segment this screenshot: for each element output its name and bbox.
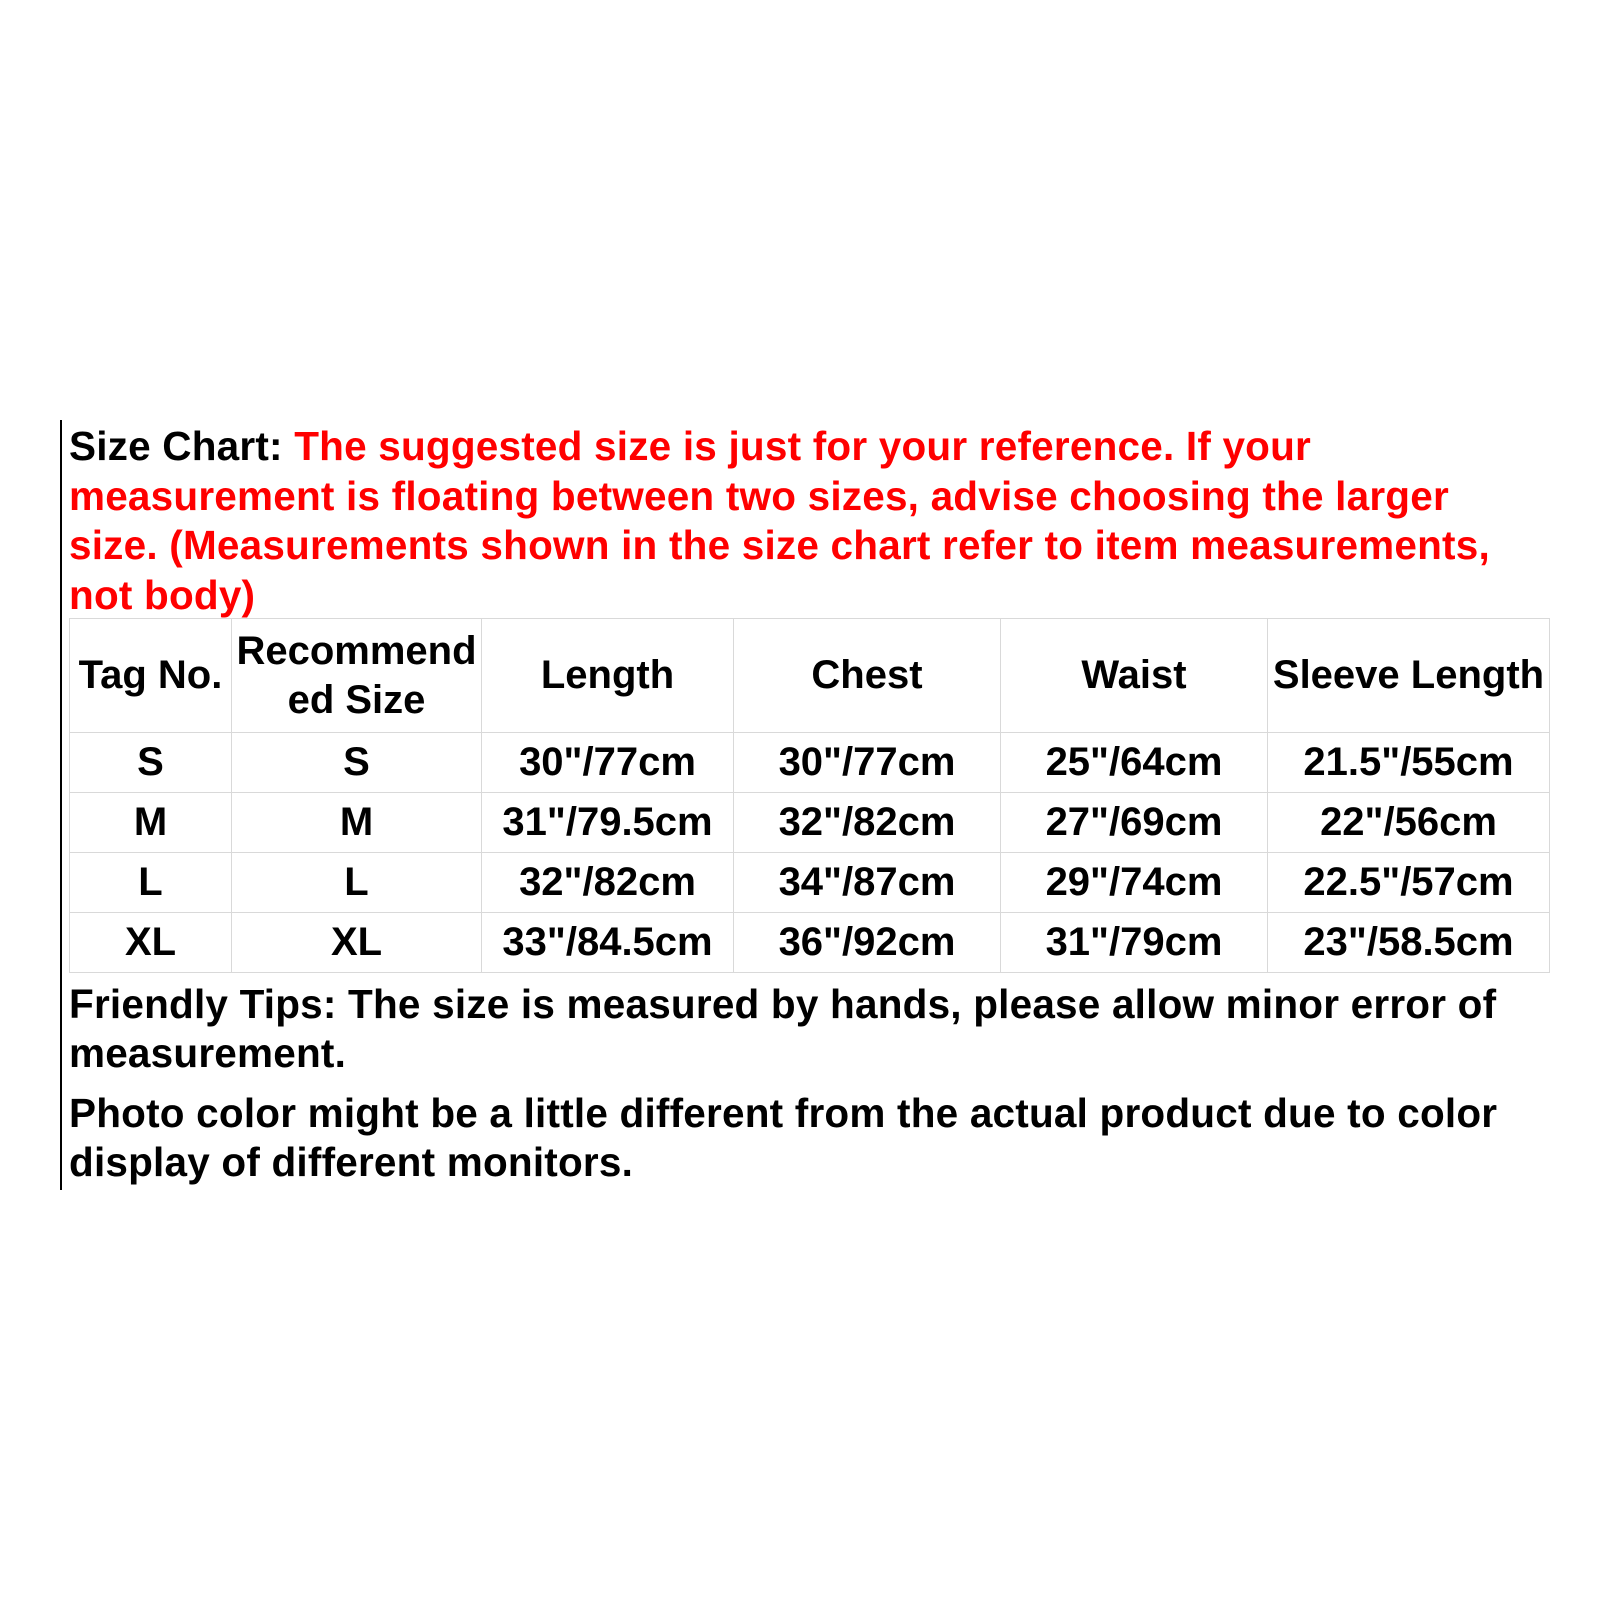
header-recommended-size: Recommended Size [232,619,482,733]
table-row [70,853,1550,913]
header-chest: Chest [734,619,1001,733]
table-row [70,913,1550,973]
cell-waist: 29"/74cm [1001,853,1268,913]
size-chart-intro [69,422,1549,620]
cell-recommended-size: L [232,853,482,913]
cell-waist: 25"/64cm [1001,733,1268,793]
photo-color-note: Photo color might be a little different from the actual product due to color display of different monitors. [69,1090,1498,1185]
friendly-tips-text: Friendly Tips: The size is measured by hands, please allow minor error of measurement. [69,981,1497,1076]
cell-chest: 32"/82cm [734,793,1001,853]
table-row [70,733,1550,793]
table-header-row [70,619,1550,733]
cell-tag-no: M [70,793,232,853]
header-length: Length [482,619,734,733]
cell-recommended-size: M [232,793,482,853]
cell-waist: 31"/79cm [1001,913,1268,973]
cell-length: 30"/77cm [482,733,734,793]
cell-chest: 30"/77cm [734,733,1001,793]
cell-sleeve-length: 22"/56cm [1268,793,1550,853]
cell-chest: 36"/92cm [734,913,1001,973]
cell-recommended-size: XL [232,913,482,973]
cell-sleeve-length: 23"/58.5cm [1268,913,1550,973]
header-sleeve-length: Sleeve Length [1268,619,1550,733]
cell-tag-no: L [70,853,232,913]
cell-chest: 34"/87cm [734,853,1001,913]
size-chart-note: The suggested size is just for your reference. If your measurement is floating between two sizes, advise choosing the larger size. (Measurements shown in the size chart refer to item measurements, not body) [69,423,1490,618]
cell-sleeve-length: 22.5"/57cm [1268,853,1550,913]
cell-length: 31"/79.5cm [482,793,734,853]
size-chart-label: Size Chart: [69,423,283,469]
cell-tag-no: S [70,733,232,793]
header-tag-no: Tag No. [70,619,232,733]
cell-sleeve-length: 21.5"/55cm [1268,733,1550,793]
table-row [70,793,1550,853]
tips-section [69,980,1549,1190]
cell-waist: 27"/69cm [1001,793,1268,853]
size-table [69,618,1550,973]
header-waist: Waist [1001,619,1268,733]
cell-length: 32"/82cm [482,853,734,913]
cell-recommended-size: S [232,733,482,793]
cell-tag-no: XL [70,913,232,973]
cell-length: 33"/84.5cm [482,913,734,973]
size-chart-panel [60,420,1555,1190]
